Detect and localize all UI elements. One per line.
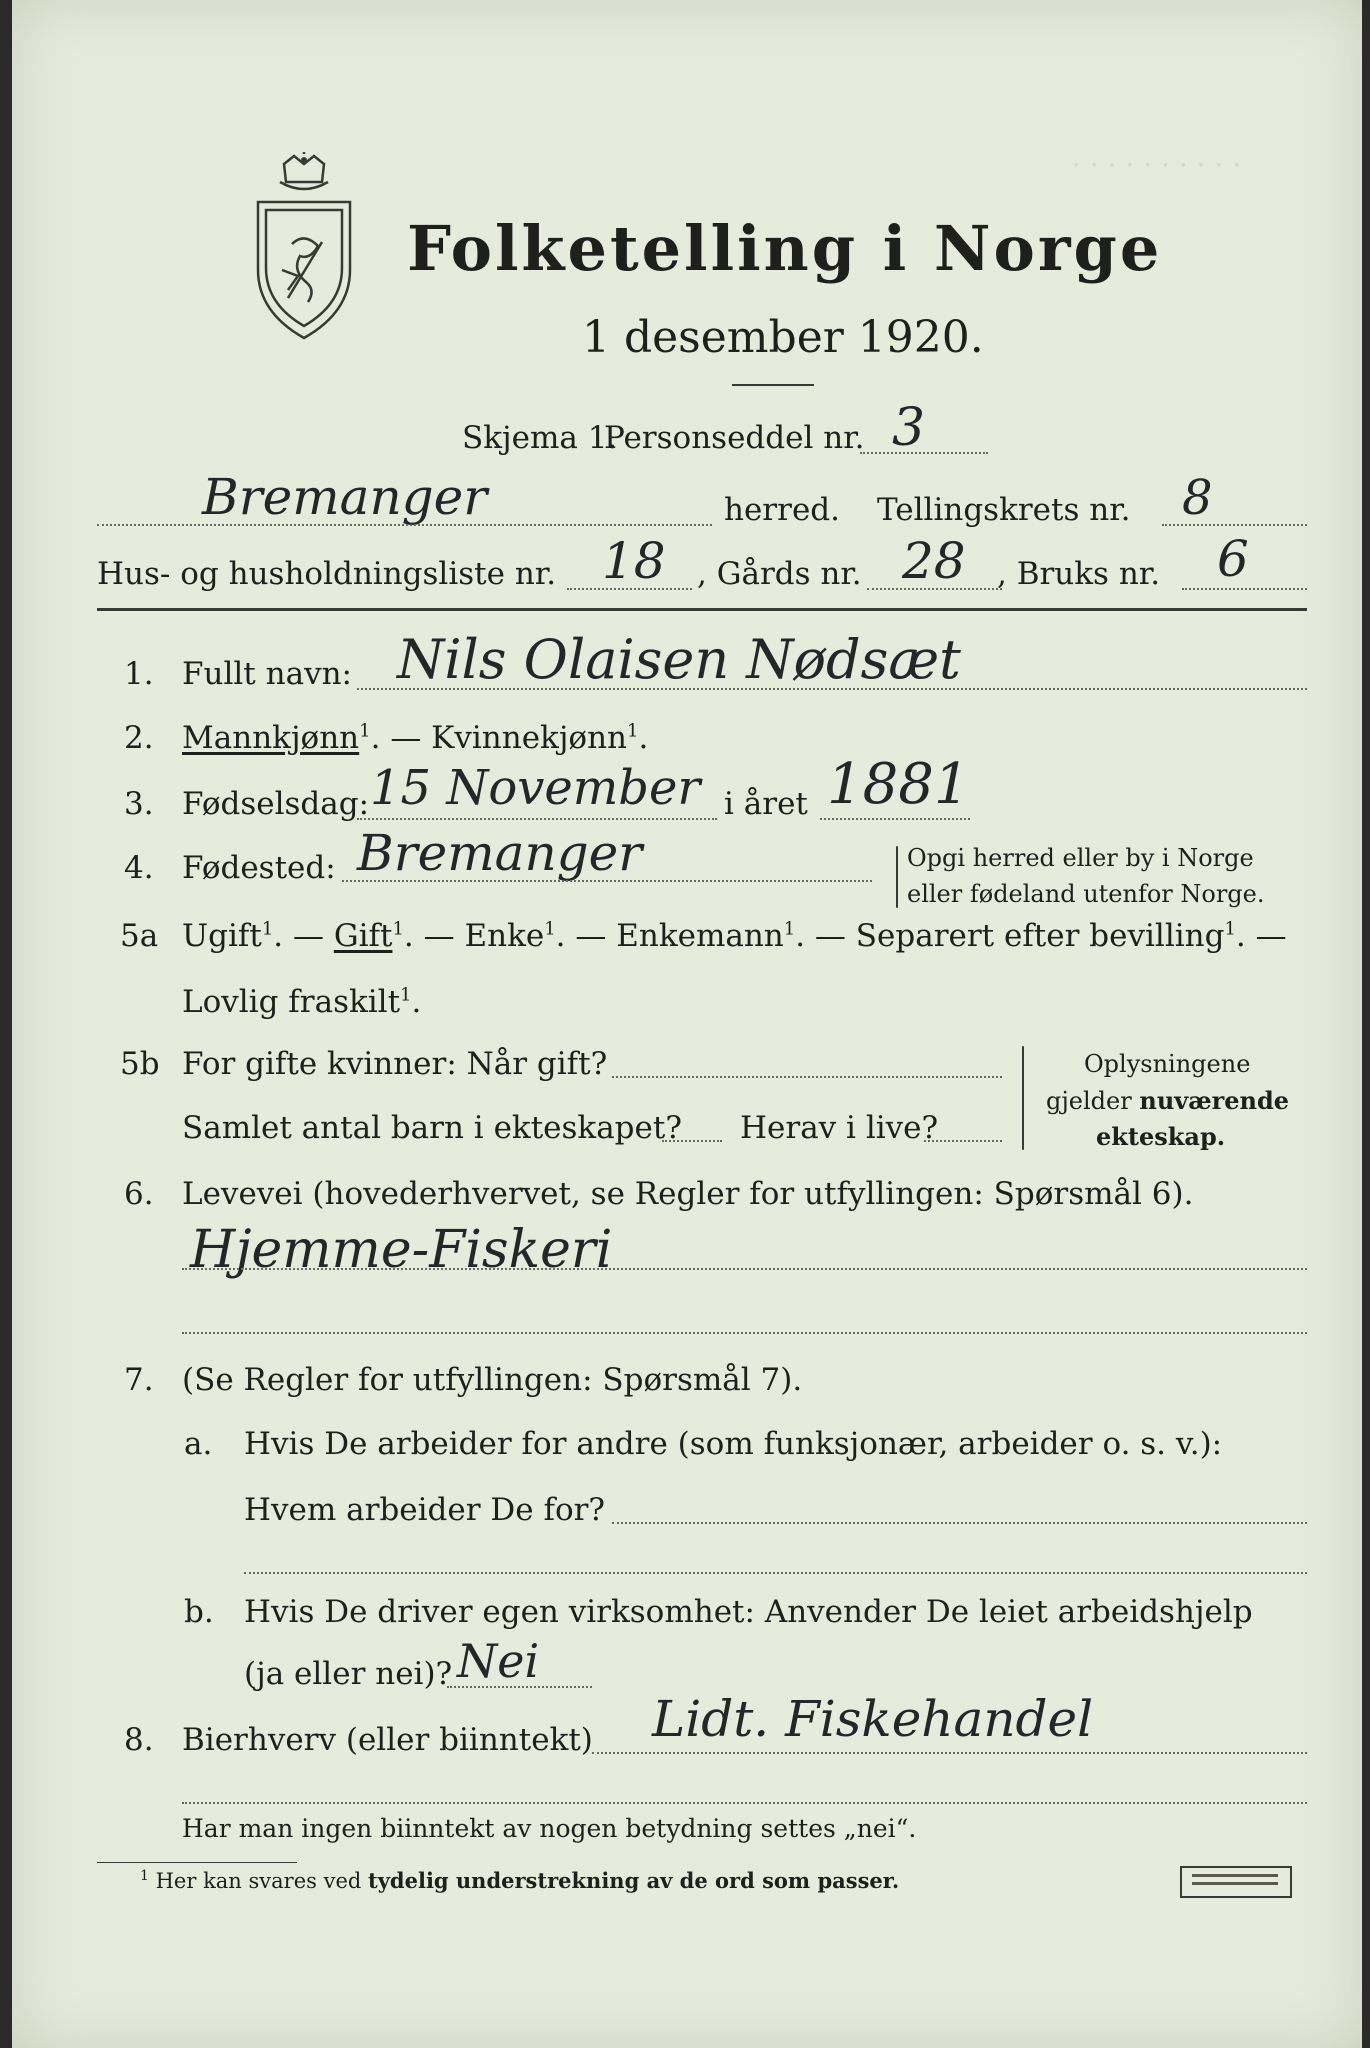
q4-label: Fødested: [182, 850, 336, 886]
q4-number: 4. [124, 850, 154, 886]
footnote: $^1$ Her kan svares ved tydelig understrekning av de ord som passer. [140, 1868, 900, 1893]
q3-year-line [820, 818, 970, 820]
q5a-gift-option: Gift [333, 918, 393, 954]
q8-line-2 [182, 1802, 1307, 1804]
q7b-label: Hvis De driver egen virksomhet: Anvender De leiet arbeidshjelp [244, 1594, 1253, 1630]
q3-number: 3. [124, 786, 154, 822]
q7a-label: Hvis De arbeider for andre (som funksjonær, arbeider o. s. v.): [244, 1426, 1223, 1462]
tellingskrets-value: 8 [1182, 470, 1213, 526]
gards-value: 28 [902, 532, 966, 590]
form-title: Folketelling i Norge [407, 212, 1163, 285]
q1-label: Fullt navn: [182, 656, 352, 692]
q7a-line-2 [244, 1572, 1307, 1574]
tellingskrets-label: Tellingskrets nr. [877, 492, 1131, 528]
q1-value: Nils Olaisen Nødsæt [397, 628, 961, 691]
q5b-label: For gifte kvinner: Når gift? [182, 1046, 608, 1082]
tellingskrets-line [1162, 524, 1307, 526]
footnote-divider [97, 1862, 297, 1863]
skjema-label: Skjema 1. [462, 420, 618, 456]
q3-value: 15 November [370, 760, 701, 816]
title-divider [732, 384, 814, 386]
q7b-line [447, 1686, 592, 1688]
q4-note-1: Opgi herred eller by i Norge [907, 844, 1254, 872]
husliste-line [567, 588, 692, 590]
q3-label: Fødselsdag: [182, 786, 370, 822]
q4-line [342, 880, 872, 882]
q6-value: Hjemme-Fiskeri [190, 1220, 613, 1280]
q7b-letter: b. [184, 1594, 214, 1630]
q7a-line-1 [612, 1522, 1307, 1524]
q7-label: (Se Regler for utfyllingen: Spørsmål 7). [182, 1362, 803, 1398]
herred-value: Bremanger [202, 468, 488, 526]
personseddel-label: Personseddel nr. [604, 420, 865, 456]
q5b-note-brace [1022, 1046, 1024, 1150]
personseddel-line [860, 452, 988, 454]
q5b-number: 5b [120, 1046, 160, 1082]
q5b-live-label: Herav i live? [740, 1110, 939, 1146]
q5a-options: Ugift$^1$. — Gift$^1$. — Enke$^1$. — Enkemann$^1$. — Separert efter bevilling$^1$. — [182, 918, 1287, 954]
header-divider [97, 608, 1307, 611]
note-nei: Har man ingen biinntekt av nogen betydning settes „nei“. [182, 1814, 917, 1843]
q5b-live-line [924, 1140, 1002, 1142]
q7-number: 7. [124, 1362, 154, 1398]
q7a-letter: a. [184, 1426, 213, 1462]
q2-male-option: Mannkjønn [182, 720, 360, 756]
coat-of-arms-icon [244, 152, 364, 342]
q8-value: Lidt. Fiskehandel [652, 1690, 1094, 1748]
gards-label: , Gårds nr. [697, 556, 862, 592]
q4-note-brace [896, 846, 898, 908]
q5b-barn-line [662, 1140, 722, 1142]
q6-line-1 [182, 1268, 1307, 1270]
q7b-value: Nei [457, 1634, 540, 1688]
q6-number: 6. [124, 1176, 154, 1212]
herred-line [97, 524, 712, 526]
q2-female-option: Kvinnekjønn [431, 720, 628, 756]
q8-number: 8. [124, 1722, 154, 1758]
husliste-value: 18 [602, 532, 666, 590]
q4-note-2: eller fødeland utenfor Norge. [907, 880, 1265, 908]
bruks-label: , Bruks nr. [997, 556, 1161, 592]
q3-line [357, 818, 717, 820]
q5b-note-1: Oplysningene [1084, 1050, 1251, 1078]
q1-number: 1. [124, 656, 154, 692]
census-form-page [12, 0, 1362, 2048]
q5b-note-2: gjelder nuværende [1046, 1086, 1290, 1115]
q5a-lovlig: Lovlig fraskilt$^1$. [182, 984, 422, 1020]
q8-line-1 [592, 1752, 1307, 1754]
q5b-line [612, 1076, 1002, 1078]
q6-line-2 [182, 1332, 1307, 1334]
q8-label: Bierhverv (eller biinntekt) [182, 1722, 593, 1758]
q5b-barn-label: Samlet antal barn i ekteskapet? [182, 1110, 682, 1146]
q6-label: Levevei (hovederhvervet, se Regler for utfyllingen: Spørsmål 6). [182, 1176, 1194, 1212]
q4-value: Bremanger [357, 824, 643, 882]
gards-line [867, 588, 1002, 590]
q5a-number: 5a [120, 918, 159, 954]
printer-stamp-icon [1180, 1866, 1292, 1898]
q1-line [357, 688, 1307, 690]
census-date: 1 desember 1920. [582, 312, 984, 363]
bruks-value: 6 [1217, 530, 1249, 588]
q2-options: Mannkjønn$^1$. — Kvinnekjønn$^1$. [182, 720, 649, 756]
bleed-through: . . . . . . . . . . [1072, 140, 1242, 173]
herred-label: herred. [724, 492, 840, 528]
q3-year-value: 1881 [827, 752, 970, 817]
q3-year-label: i året [724, 786, 808, 822]
bruks-line [1182, 588, 1307, 590]
q5b-note-3: ekteskap. [1096, 1122, 1226, 1151]
q2-number: 2. [124, 720, 154, 756]
husliste-label: Hus- og husholdningsliste nr. [97, 556, 557, 592]
q7a-who-label: Hvem arbeider De for? [244, 1492, 606, 1528]
q7b-ja-label: (ja eller nei)? [244, 1656, 453, 1692]
personseddel-value: 3 [892, 398, 926, 458]
